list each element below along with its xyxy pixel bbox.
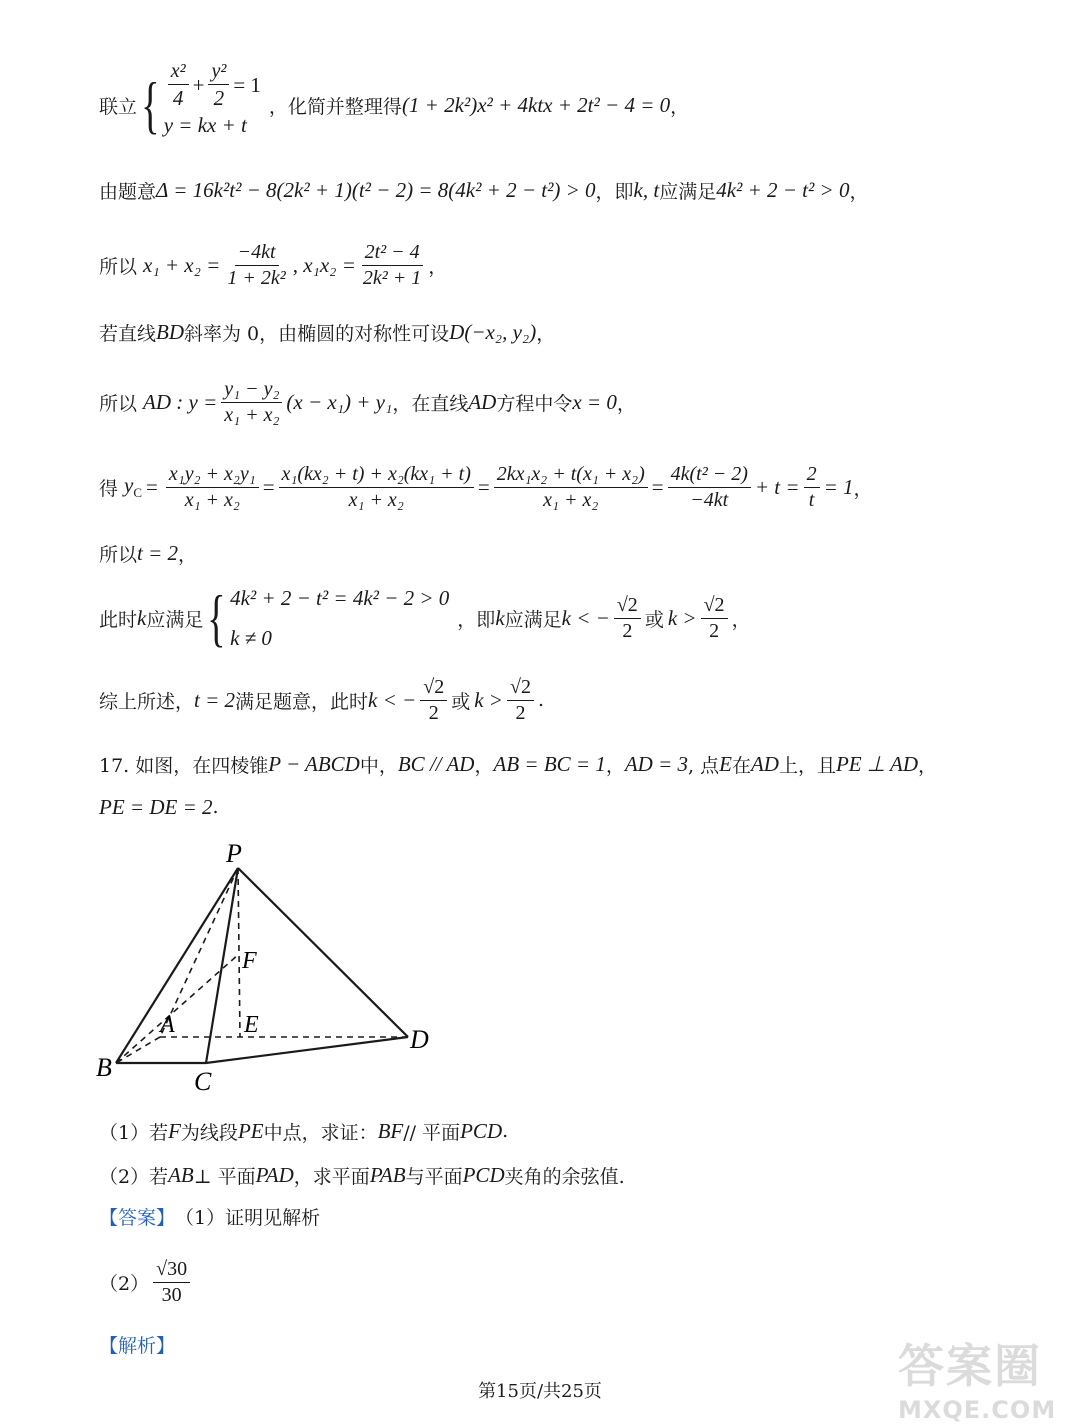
label-p: P xyxy=(226,839,242,868)
answer-tag: 【答案】 xyxy=(99,1206,176,1229)
text: ， xyxy=(536,322,556,345)
equation: AB = BC = 1 xyxy=(493,751,606,776)
equation: BC // AD xyxy=(397,751,475,776)
equation: + t = xyxy=(754,474,800,499)
text: 所以 xyxy=(99,255,138,278)
text: ， xyxy=(616,392,636,415)
edge-pb xyxy=(116,868,238,1063)
fraction: $\frac{-4kt}{\text{1 + 2k²}}$ xyxy=(227,240,286,289)
text: 若直线 xyxy=(99,322,157,345)
equation: k < − xyxy=(561,605,610,630)
variable: F xyxy=(168,1118,181,1143)
analysis-line xyxy=(99,1328,175,1360)
fraction: $\frac{\text{2kx₁x₂ + t(x₁ + x₂)}}{\text{x₁ + x₂}}$ xyxy=(494,463,648,512)
equation: , x₁x₂ = xyxy=(292,252,356,277)
fraction: $\frac{\text{2t² − 4}}{\text{2k² + 1}}$ xyxy=(362,240,422,289)
equation: t = 2 xyxy=(194,687,236,712)
text: 为线段 xyxy=(180,1121,238,1144)
equation-system: 4k² + 2 − t² = 4k² − 2 > 0 k ≠ 0 xyxy=(230,585,450,650)
text: 应满足 xyxy=(146,608,204,631)
solution-line-8 xyxy=(99,578,751,658)
text: , 点 xyxy=(688,754,720,777)
text: ，求平面 xyxy=(293,1165,370,1188)
solution-line-3 xyxy=(99,238,447,292)
answer-line-1 xyxy=(99,1200,320,1232)
fraction: $\frac{\text{4k(t² − 2)}}{-4kt}$ xyxy=(668,463,751,512)
text: 17. 如图，在四棱锥 xyxy=(99,754,269,777)
label-e: E xyxy=(244,1012,259,1038)
equation: AD : y = xyxy=(143,389,218,414)
variable: k xyxy=(137,605,147,630)
text: ，化简并整理得 xyxy=(268,95,402,118)
problem-17-line-1 xyxy=(99,746,937,782)
text: ， xyxy=(849,180,869,203)
text: ， xyxy=(428,255,448,278)
solution-line-7 xyxy=(99,536,197,570)
watermark-bottom: MXQE.COM xyxy=(898,1396,1057,1424)
text: ， xyxy=(178,543,198,566)
variable: BF xyxy=(377,1118,404,1143)
text: . xyxy=(212,796,219,818)
watermark-top: 答案圈 xyxy=(898,1339,1042,1393)
equation-system: $\frac{\text{x²}}{4}$ + $\frac{\text{y²}}{2}$ = 1 y = kx + t xyxy=(163,59,261,137)
text: 或 xyxy=(451,690,471,713)
equation: k > xyxy=(474,687,503,712)
text: 联立 xyxy=(99,95,138,118)
text: ， xyxy=(474,754,494,777)
text: （2） xyxy=(99,1272,150,1295)
label-b: B xyxy=(96,1053,112,1082)
equation: (1 + 2k²)x² + 4ktx + 2t² − 4 = 0 xyxy=(401,92,671,117)
solution-line-1 xyxy=(99,60,689,150)
label-d: D xyxy=(410,1025,429,1054)
text: ⊥ 平面 xyxy=(193,1165,256,1188)
fraction: $\frac{\text{y₁ − y₂}}{\text{x₁ + x₂}}$ xyxy=(221,378,282,427)
text: 应满足 xyxy=(659,180,717,203)
equation: k > xyxy=(667,605,697,630)
question-2 xyxy=(99,1158,625,1192)
equation: x = 0 xyxy=(572,389,617,414)
text: 或 xyxy=(644,608,664,631)
text: 斜率为 0，由椭圆的对称性可设 xyxy=(184,322,450,345)
edge-pd xyxy=(238,868,408,1037)
variable: k xyxy=(495,605,505,630)
equation: D(−x₂, y₂) xyxy=(449,319,537,344)
text: . xyxy=(537,689,544,711)
variable: BD xyxy=(156,319,185,344)
equation: k < − xyxy=(368,687,417,712)
text: （1）若 xyxy=(99,1121,169,1144)
fraction: $\frac{\text{x₁y₂ + x₂y₁}}{\text{x₁ + x₂}}$ xyxy=(166,463,259,512)
label-f: F xyxy=(242,948,257,974)
text: 方程中令 xyxy=(496,392,573,415)
equation: PE ⊥ AD xyxy=(835,751,919,776)
equation: y = kx + t xyxy=(163,112,247,137)
variable: PAB xyxy=(369,1162,406,1187)
variable: $y_C$ xyxy=(124,472,143,501)
equation: 4k² + 2 − t² > 0 xyxy=(716,177,850,202)
text: ，在直线 xyxy=(392,392,469,415)
edge-cd xyxy=(206,1037,408,1063)
text: 中点，求证： xyxy=(263,1121,378,1144)
fraction: $\frac{2}{t}$ xyxy=(804,463,820,512)
text: ，即 xyxy=(457,608,496,631)
page-footer: 第15页/共25页 xyxy=(478,1381,602,1402)
equation: = 1 xyxy=(823,474,854,499)
brace: { xyxy=(207,582,226,653)
variable: PCD xyxy=(462,1162,505,1187)
text: // 平面 xyxy=(403,1121,461,1144)
segment-pe xyxy=(238,868,240,1037)
equation: t = 2 xyxy=(137,540,179,565)
analysis-tag: 【解析】 xyxy=(99,1334,176,1357)
variable: PE xyxy=(237,1118,264,1143)
text: ， xyxy=(731,608,751,631)
answer-line-2 xyxy=(99,1250,194,1314)
brace: { xyxy=(141,69,160,140)
text: 应满足 xyxy=(504,608,562,631)
fraction: $\frac{\text{x₁(kx₂ + t) + x₂(kx₁ + t)}}{\text{x₁ + x₂}}$ xyxy=(279,463,474,512)
variable: k, t xyxy=(633,177,660,202)
equation: (x − x₁) + y₁ xyxy=(286,389,393,414)
solution-line-4 xyxy=(99,314,555,350)
variable: AD xyxy=(468,389,497,414)
edge-pc xyxy=(206,868,238,1063)
text: ，即 xyxy=(595,180,634,203)
pyramid-figure xyxy=(90,836,450,1096)
variable: PAD xyxy=(255,1162,294,1187)
text: （2）若 xyxy=(99,1165,169,1188)
fraction: $\frac{√2}{2}$ xyxy=(420,676,447,725)
solution-line-9 xyxy=(99,672,544,728)
label-c: C xyxy=(194,1067,212,1096)
text: ， xyxy=(853,477,873,500)
text: 与平面 xyxy=(405,1165,463,1188)
fraction: $\frac{\text{y²}}{2}$ xyxy=(208,60,229,111)
text: 得 xyxy=(99,477,119,500)
text: ， xyxy=(605,754,625,777)
edge-ab xyxy=(116,1037,160,1063)
equation: PE = DE = 2 xyxy=(99,794,213,819)
fraction: $\frac{√30}{30}$ xyxy=(153,1258,190,1307)
fraction: $\frac{√2}{2}$ xyxy=(507,676,534,725)
text: . xyxy=(502,1120,509,1142)
text: 满足题意，此时 xyxy=(235,690,369,713)
problem-17-line-2 xyxy=(99,790,219,824)
text: 中， xyxy=(359,754,398,777)
fraction: $\frac{√2}{2}$ xyxy=(614,594,641,643)
variable: AD xyxy=(750,751,779,776)
solution-line-5 xyxy=(99,374,636,430)
variable: AB xyxy=(168,1162,194,1187)
text: 上，且 xyxy=(778,754,836,777)
label-a: A xyxy=(160,1012,175,1038)
text: 所以 xyxy=(99,543,138,566)
equation: Δ = 16k²t² − 8(2k² + 1)(t² − 2) = 8(4k² + 2 − t²) > 0 xyxy=(156,177,596,202)
variable: PCD xyxy=(460,1118,503,1143)
watermark-logo xyxy=(898,1330,1078,1424)
text: 此时 xyxy=(99,608,138,631)
equation: x₁ + x₂ = xyxy=(143,252,221,277)
solution-line-2 xyxy=(99,172,869,208)
variable: E xyxy=(719,751,732,776)
text: 夹角的余弦值. xyxy=(504,1165,625,1188)
text: （1）证明见解析 xyxy=(175,1206,321,1229)
text: ， xyxy=(670,95,690,118)
text: ， xyxy=(918,754,938,777)
question-1 xyxy=(99,1114,508,1148)
text: 综上所述， xyxy=(99,690,195,713)
fraction: $\frac{\text{x²}}{4}$ xyxy=(168,60,189,111)
text: 由题意 xyxy=(99,180,157,203)
text: 所以 xyxy=(99,392,138,415)
fraction: $\frac{√2}{2}$ xyxy=(701,594,728,643)
text: 在 xyxy=(731,754,751,777)
equation: P − ABCD xyxy=(268,751,360,776)
equation: AD = 3 xyxy=(624,751,689,776)
solution-line-6: 得 $y_C$ = $\frac{\text{x₁y₂ + x₂y₁}}{\text{x₁ + x₂}}$ = $\frac{\text{x₁(kx₂ + t) + x₂(kx₁ + t)}}{\text{x₁ + x₂}}$ = $\frac{\text{2kx₁x₂ + t(x₁ + x₂)}}{\text{x₁ + x₂}}$ = $\frac{\text{4k(t² − 2)}}{-4kt}$ + t = $\frac{2}{t}$ = 1 ， xyxy=(99,462,873,511)
